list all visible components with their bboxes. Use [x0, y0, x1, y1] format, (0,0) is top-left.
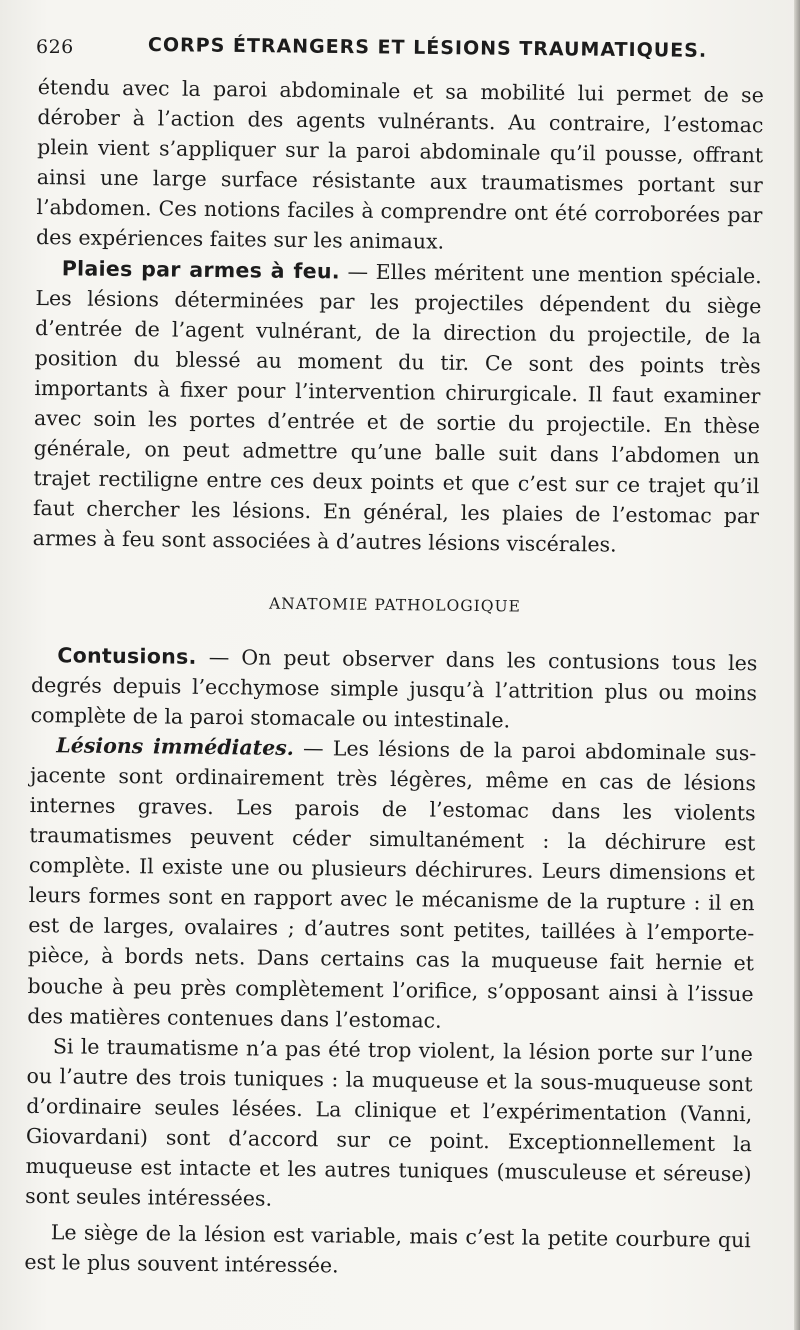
run-in-heading-contusions: Contusions. [57, 642, 197, 669]
page-edge-shadow [794, 0, 800, 1330]
body-text [24, 72, 764, 1286]
paragraph-immediate-text: — Les lésions de la paroi abdominale sus-jacente sont ordinairement très légères, même en cas de lésions internes graves. Les parois de l’estomac dans les violents traumatismes peuvent céder simultanément : la déchirure est complète. Il existe une ou plusieurs déchirures. Leurs dimensions et leurs formes sont en rapport avec le mécanisme de la rupture : il en est de larges, ovalaires ; d’autres sont petites, taillées à l’emporte-pièce, à bords nets. Dans certains cas la muqueuse fait hernie et bouche à peu près complètement l’orifice, s’opposant ainsi à l’issue des matières contenues dans l’estomac. [27, 735, 757, 1033]
running-head [36, 28, 756, 62]
run-in-heading-gunshot: Plaies par armes à feu. [61, 255, 341, 283]
paragraph-contusions-text: — On peut observer dans les contusions tous les degrés depuis l’ecchymose simple jusqu’à l’attrition plus ou moins complète de la paroi stomacale ou intestinale. [30, 644, 758, 733]
paragraph-continuation: étendu avec la paroi abdominale et sa mobilité lui permet de se dérober à l’action des agents vulnérants. Au contraire, l’estomac plein vient s’appliquer sur la paroi abdominale qu’il pousse, offrant ainsi une large surface résistante aux traumatismes portant sur l’abdomen. Ces notions faciles à comprendre ont été corroborées par des expériences faites sur les animaux. [35, 74, 764, 255]
paragraph-contusions [31, 639, 758, 738]
paragraph-immediate-lesions [27, 730, 756, 1039]
section-heading: ANATOMIE PATHOLOGIQUE [268, 594, 522, 616]
paragraph-gunshot-wounds [33, 253, 762, 562]
paragraph-trauma-tunics: Si le traumatisme n’a pas été trop violent, la lésion porte sur l’une ou l’autre des trois tuniques : la muqueuse et la sous-muqueuse sont d’ordinaire seules lésées. La clinique et l’expérimentation (Vanni, Giovardani) sont d’accord sur ce point. Exceptionnellement la muqueuse est intacte et les autres tuniques (musculeuse et séreuse) sont seules intéressées. [25, 1033, 754, 1211]
page-number: 626 [36, 36, 74, 58]
paragraph-gunshot-text: — Elles méritent une mention spéciale. Les lésions déterminées par les projectiles dépendent du siège d’entrée de l’agent vulnérant, de la direction du projectile, de la position du blessé au moment du tir. Ce sont des points très importants à fixer pour l’intervention chirurgicale. Il faut examiner avec soin les portes d’entrée et de sortie du projectile. En thèse générale, on peut admettre qu’une balle suit dans l’abdomen un trajet rectiligne entre ces deux points et que c’est sur ce trajet qu’il faut chercher les lésions. En général, les plaies de l’estomac par armes à feu sont associées à d’autres lésions viscérales. [32, 259, 762, 558]
running-title: CORPS ÉTRANGERS ET LÉSIONS TRAUMATIQUES. [147, 34, 708, 62]
run-in-heading-immediate: Lésions immédiates. [56, 733, 295, 760]
paragraph-lesion-site: Le siège de la lésion est variable, mais c’est la petite courbure qui est le plus souvent intéressée. [24, 1220, 751, 1278]
